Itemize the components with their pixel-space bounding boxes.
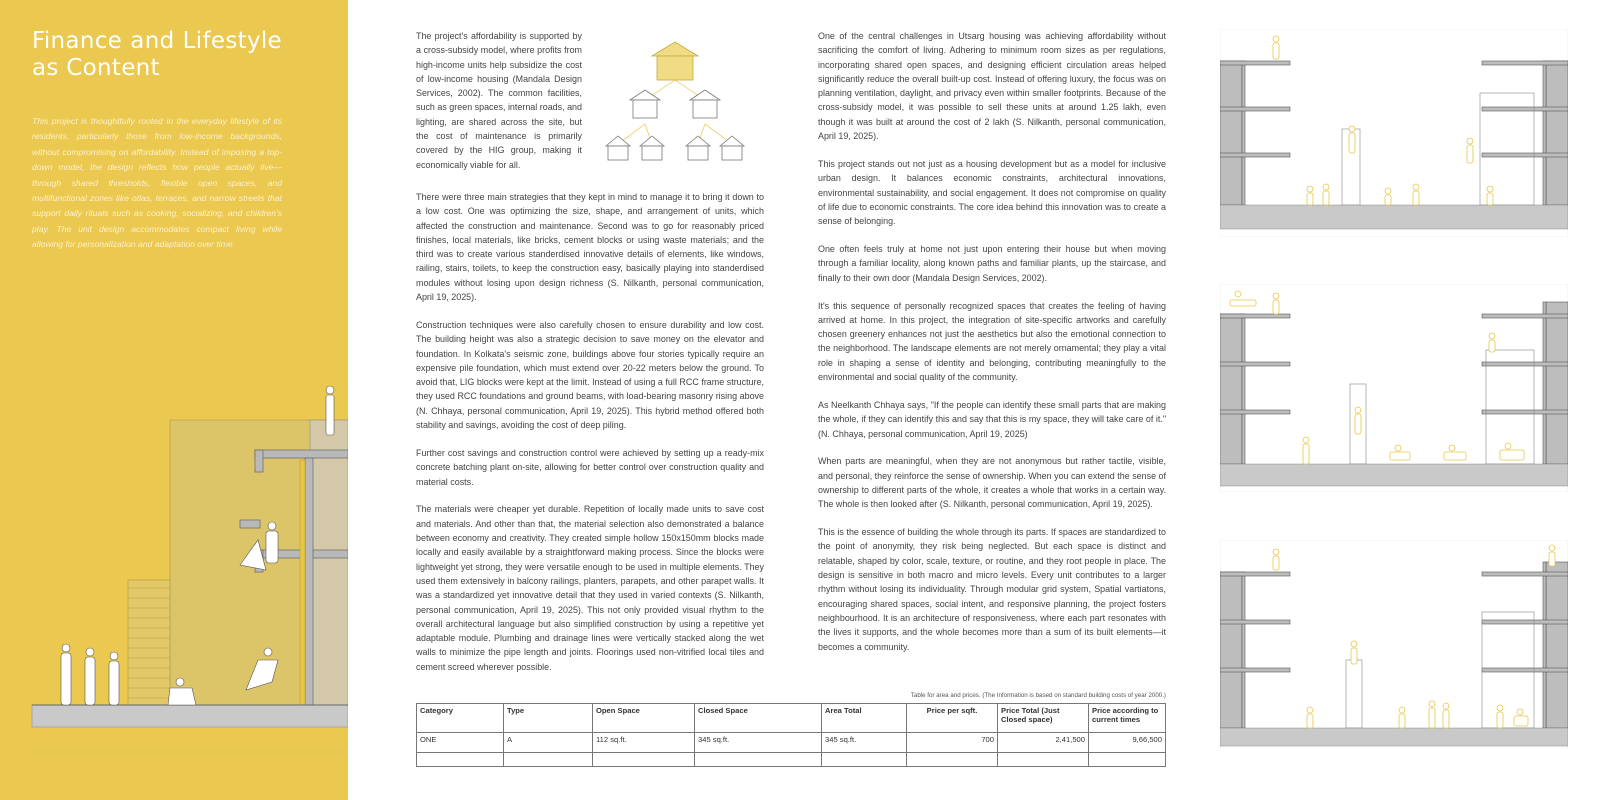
street-section-3 [1220,540,1568,748]
table-cell: 345 sq.ft. [695,733,822,753]
body-paragraph: The project's affordability is supported by a cross-subsidy model, where profits from high-income units help subsidize the cost of low-income housing (Mandala Design Services, 2002). The common facilities, such as green spaces, internal roads, and lighting, are shared across the site, but the cost of maintenance is primarily covered by the HIG group, making it economically viable for all. [416,31,582,170]
table-header: Price per sqft. [907,704,998,733]
body-paragraph: The materials were cheaper yet durable. Repetition of locally made units to save cost and materials. And other than that, the material selection also demonstrated a balance between economy and creativity. They created simple hollow 150x150mm blocks made locally and easily available by a straightforward making process. Since the blocks were lightweight yet strong, they were versatile enough to be used in multiple elements. They used them extensively in balcony railings, planters, parapets, and other parapet walls. It was a standardized yet innovative detail that they used in varied contexts (S. Nilkanth, personal communication, April 19, 2025). This not only provided visual rhythm to the overall architectural language but also simplified construction by using a repetitive yet adaptable module. Plumbing and drainage lines were vertically stacked along the wet walls to minimize the pipe length and joints. Floorings used non-vitrified local tiles and cement screed wherever possible. [416,504,764,672]
body-paragraph: Further cost savings and construction control were achieved by setting up a ready-mix concrete batching plant on-site, allowing for better control over construction quality and material costs. [416,447,764,487]
table-header: Area Total [822,704,907,733]
table-cell: 9,66,500 [1089,733,1166,753]
table-header: Type [504,704,593,733]
body-paragraph: It's this sequence of personally recognized spaces that creates the feeling of having arrived at home. In this project, the integration of site-specific artworks and carefully chosen greenery enhances not just the aesthetics but also the emotional connection to the neighborhood. The landscape elements are not merely ornamental; they play a vital role in shaping a sense of identity and belonging, contributing meaningfully to the environmental and social quality of the community. [818,300,1166,383]
table-cell: 345 sq.ft. [822,733,907,753]
body-column-right [818,29,1166,667]
table-row-empty [417,753,1166,767]
body-paragraph: When parts are meaningful, when they are not anonymous but rather tactile, visible, and personal, they reinforce the sense of ownership. When you can extend the sense of ownership to different parts of the whole, it creates a whole that works in a certain way. The whole is then looked after (S. Nilkanth, personal communication, April 19, 2025). [818,456,1166,510]
body-paragraph: This is the essence of building the whole through its parts. If spaces are standardized to the point of anonymity, they risk being neglected. But each space is distinct and relatable, shaped by color, scale, texture, or routine, and they root people in place. The design is sensitive in both macro and micro levels. Every unit contributes to a larger rhythm without losing its individuality. Through modular grid system, Spatial vartiatons, encouraging shared spaces, social intent, and responsive planning, the project fosters neighbourhood. It is an architecture of responsiveness, where each part resonates with the lives it supports, and the whole becomes more than a sum of its built elements—it becomes a community. [818,527,1166,652]
body-paragraph: There were three main strategies that they kept in mind to manage it to bring it down to a low cost. One was optimizing the size, shape, and arrangement of units, which affected the construction and maintenance. Second was to go for reasonably priced finishes, local materials, like bricks, cement blocks or using waste materials; and the third was to create various standerdised innovative details of elements, like windows, railing, stairs, toilets, to keep the construction easy, basically playing into standerdised modules without losing upon design richness (S. Nilkanth, personal communication, April 19, 2025). [416,192,764,303]
table-cell: 112 sq.ft. [593,733,695,753]
table-header-row [417,704,1166,733]
intro-paragraph: This project is thoughtfully rooted in the everyday lifestyle of its residents, particularly those from low-income backgrounds, without compromising on affordability. Instead of imposing a top-down model, the design reflects how people actually live—through shared thresholds, flexible open spaces, and multifunctional zones like otlas, terraces, and narrow streets that support daily rituals such as cooking, socializing, and children's play. The unit design accommodates compact living while allowing for personalization and adaptation over time [32,116,282,250]
street-section-2 [1220,284,1568,492]
table-header: Category [417,704,504,733]
table-cell: ONE [417,733,504,753]
table-cell: A [504,733,593,753]
table-row [417,733,1166,753]
table-header: Price according to current times [1089,704,1166,733]
table-header: Closed Space [695,704,822,733]
body-paragraph: As Neelkanth Chhaya says, "If the people can identify these small parts that are making the whole, if they can identify this and say that this is my space, they will take care of it." (N. Chhaya, personal communication, April 19, 2025) [818,399,1166,439]
house-hierarchy-diagram [600,38,750,162]
body-paragraph: Construction techniques were also carefully chosen to ensure durability and low cost. The building height was also a strategic decision to save money on the elevator and foundation. In Kolkata's seismic zone, buildings above four stories typically require an expensive pile foundation, which must extend over 20-22 meters below the ground. To avoid that, LIG blocks were kept at the limit. Instead of using a full RCC frame structure, they used RCC foundations and ground beams, with load-bearing masonry rising above (N. Chhaya, personal communication, April 19, 2025). This hybrid method offered both stability and savings, avoiding the cost of deep piling. [416,319,764,431]
table-header: Price Total (Just Closed space) [998,704,1089,733]
cost-table [416,703,1166,767]
body-paragraph: One often feels truly at home not just upon entering their house but when moving through a familiar locality, along known paths and familiar plants, up the staircase, and finally to their own door (Mandala Design Services, 2002). [818,244,1166,283]
street-section-1 [1220,29,1568,237]
page-title: Finance and Lifestyle as Content [32,28,282,81]
body-paragraph: This project stands out not just as a housing development but as a model for inclusive urban design. It balances economic constraints, architectural innovations, environmental sustainability, and social engagement. It does not compromise on quality of life due to economic constraints. The core idea behind this innovation was to create a sense of belonging. [818,158,1166,227]
left-section-drawing [0,360,348,760]
table-cell: 700 [907,733,998,753]
table-caption: Table for area and prices. (The Information is based on standard building costs of year 2000.) [910,692,1166,699]
table-cell: 2,41,500 [998,733,1089,753]
table-header: Open Space [593,704,695,733]
body-column-left [416,190,764,688]
body-paragraph: One of the central challenges in Utsarg housing was achieving affordability without sacrificing the comfort of living. Adhering to minimum room sizes as per regulations, incorporating shared open spaces, and designing efficient circulation areas helped significantly reduce the overall built-up cost. Instead of offering luxury, the focus was on planning ventilation, daylight, and privacy even within smaller footprints. Because of the cross-subsidy model, it was possible to sell these units at around 1.25 lakh, even though it was built at around the cost of 2 lakh (S. Nilkanth, personal communication, April 19, 2025). [818,31,1166,142]
left-panel [0,0,348,800]
